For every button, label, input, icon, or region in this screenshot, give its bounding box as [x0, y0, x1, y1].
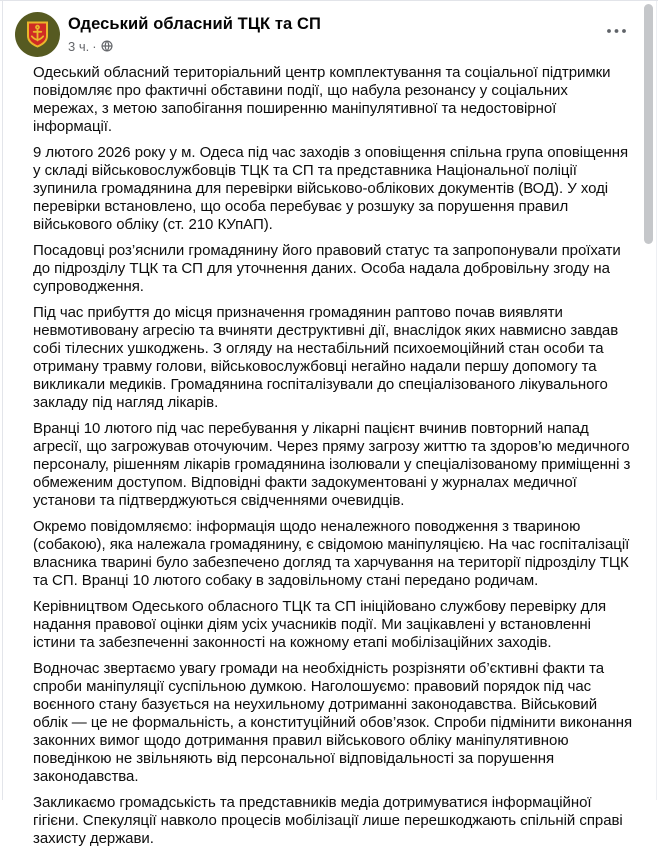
post-paragraph: Закликаємо громадськість та представників медіа дотримуватися інформаційної гігієни. Спекуляції навколо процесів мобілізації лише перешкоджають спільній справі захисту держави. [33, 794, 623, 847]
post-paragraph: Керівництвом Одеського обласного ТЦК та СП ініційовано службову перевірку для надання правової оцінки діям усіх учасників події. Ми зацікавлені у встановленні істини та забезпеченні законності на кожному етапі мобілізаційних заходів. [33, 598, 607, 651]
ellipsis-horizontal-icon [606, 28, 627, 34]
meta-separator: · [92, 38, 97, 54]
post-paragraph: Вранці 10 лютого під час перебування у лікарні пацієнт вчинив повторний напад агресії, що загрожував оточуючим. Через пряму загрозу життю та здоров’ю медичного персоналу, рішенням лікарів громадянина ізолювали у спеціалізованому приміщенні з обмеженим доступом. Відповідні факти задокументовані у журналах медичної установи та підтверджуються свідченнями очевидців. [33, 420, 631, 509]
post-paragraph: Окремо повідомляємо: інформація щодо неналежного поводження з твариною (собакою), яка належала громадянину, є свідомою маніпуляцією. На час госпіталізації власника тварині було забезпечено догляд та харчування на території підрозділу ТЦК та СП. Вранці 10 лютого собаку в задовільному стані передано родичам. [33, 518, 630, 589]
timestamp[interactable]: 3 ч. [68, 38, 90, 54]
post-paragraph: Одеський обласний територіальний центр комплектування та соціальної підтримки повідомляє про фактичні обставини події, що набула резонансу у соціальних мережах, з метою запобігання поширенню маніпулятивної та недостовірної інформації. [33, 64, 611, 135]
card-right-border [656, 1, 657, 800]
post-meta [68, 39, 321, 54]
post-text [0, 61, 658, 848]
post-header [0, 1, 658, 61]
page-name-link[interactable]: Одеський обласний ТЦК та СП [68, 15, 321, 33]
post-paragraph: Під час прибуття до місця призначення громадянин раптово почав виявляти невмотивовану агресію та вчиняти деструктивні дії, внаслідок яких навмисно завдав собі тілесних ушкоджень. З огляду на нестабільний психоемоційний стан особи та отриману травму голови, військовослужбовці негайно надали першу допомогу та викликали медиків. Громадянина госпіталізували до спеціалізованого лікувального закладу під нагляд лікарів. [33, 304, 619, 411]
post-paragraph: 9 лютого 2026 року у м. Одеса під час заходів з оповіщення спільна група оповіщення у складі військовослужбовців ТЦК та СП та представника Національної поліції зупинила громадянина для перевірки військово-облікових документів (ВОД). У ході перевірки встановлено, що особа перебуває у розшуку за порушення правил військового обліку (ст. 210 КУпАП). [33, 144, 629, 233]
globe-public-icon [101, 40, 113, 52]
scrollbar-track[interactable] [642, 1, 655, 800]
page-avatar[interactable] [15, 12, 60, 57]
more-options-button[interactable] [601, 23, 632, 39]
post-paragraph: Водночас звертаємо увагу громади на необхідність розрізняти об’єктивні факти та спроби маніпуляції суспільною думкою. Наголошуємо: правовий порядок під час воєнного стану базується на неухильному дотриманні законодавства. Військовий облік — це не формальність, а конституційний обов’язок. Спроби підмінити виконання законних вимог щодо дотримання правил військового обліку маніпулятивною поведінкою не звільняють від персональної відповідальності за порушення законодавства. [33, 660, 633, 785]
card-left-border [2, 1, 3, 800]
post-paragraph: Посадовці роз’яснили громадянину його правовий статус та запропонували проїхати до підрозділу ТЦК та СП для уточнення даних. Особа надала добровільну згоду на супроводження. [33, 242, 621, 295]
scrollbar-thumb[interactable] [644, 4, 653, 244]
header-text [68, 12, 321, 54]
shield-anchor-emblem-icon [15, 12, 60, 57]
